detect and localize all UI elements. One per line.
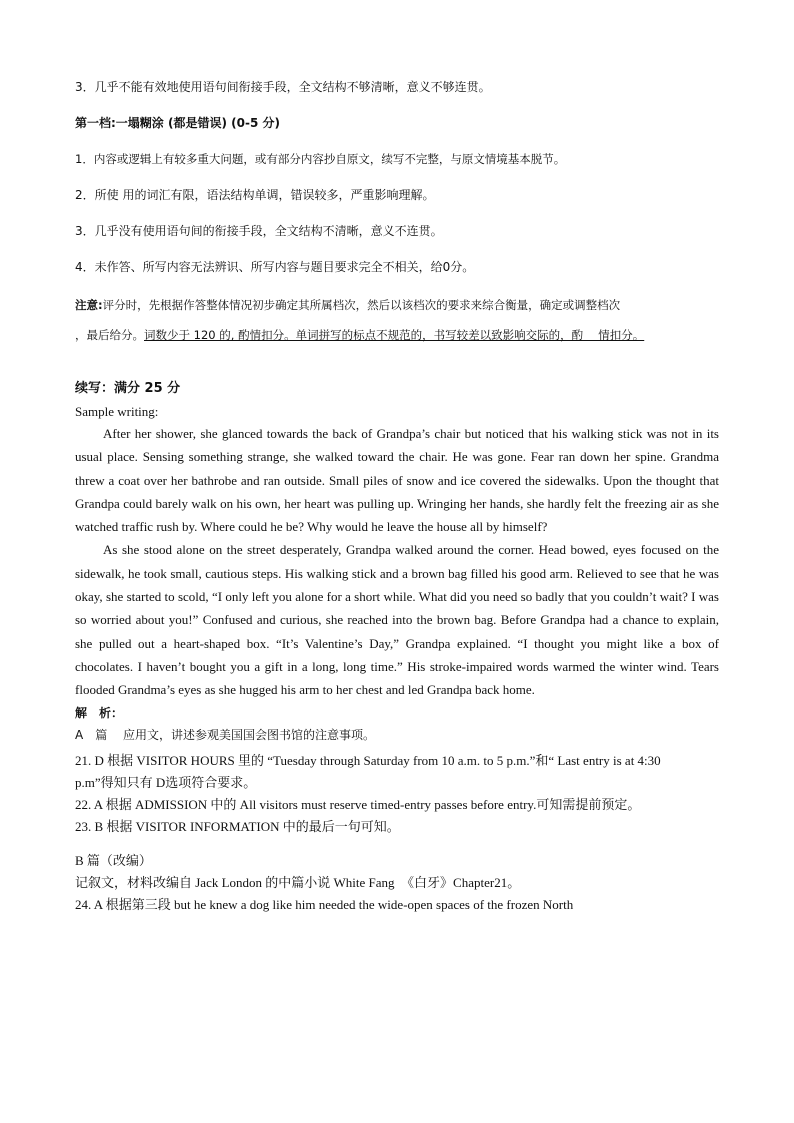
tier1-item-4: 4．未作答、所写内容无法辨识、所写内容与题目要求完全不相关，给0分。 [75,260,475,274]
analysis-heading: 解 析： [75,705,124,720]
section-a-title: A 篇 应用文，讲述参观美国国会图书馆的注意事项。 [75,727,376,742]
sample-writing-label: Sample writing: [75,404,159,419]
note-line-2-underlined: 词数少于 120 的, 酌情扣分。单词拼写的标点不规范的，书写较差以致影响交际的，酌 情扣分。 [144,328,645,342]
note-line-1: 评分时，先根据作答整体情况初步确定其所属档次，然后以该档次的要求来综合衡量，确定或调整档次 [102,298,621,312]
note-line-2-prefix: ，最后给分。 [75,328,144,342]
document-page [75,78,719,916]
note-label: 注意: [75,298,103,312]
answer-21-line-2: p.m”得知只有 D选项符合要求。 [75,774,257,790]
rubric-line-3-prev: 3．几乎不能有效地使用语句间衔接手段，全文结构不够清晰，意义不够连贯。 [75,80,491,94]
answer-22: 22. A 根据 ADMISSION 中的 All visitors must reserve timed-entry passes before entry.可知需提前预定。 [75,796,641,812]
answer-24: 24. A 根据第三段 but he knew a dog like him needed the wide-open spaces of the frozen North [75,896,574,912]
sample-paragraph-2: As she stood alone on the street desperately, Grandpa walked around the corner. Head bowed, eyes focused on the sidewalk, he took small, cautious steps. His walking stick and a brown bag filled his good arm. Relieved to see that he was okay, she started to scold, “I only left you alone for a short while. What did you need so badly that you couldn’t wait? I was so worried about you!” Confused and curious, she reached into the brown bag. Before Grandpa had a chance to explain, she pulled out a heart-shaped box. “It’s Valentine’s Day,” Grandpa explained. “I thought you might like a box of chocolates. I haven’t bought you a gift in a long, long time.” His stroke-impaired words warmed the winter wind. Tears flooded Grandma’s eyes as she hugged his arm to her chest and led Grandpa back home. [75,542,719,698]
sample-paragraph-1: After her shower, she glanced towards the back of Grandpa’s chair but noticed that his walking stick was not in its usual place. Sensing something strange, she walked toward the chair. He was gone. Fear ran down her spine. Grandma threw a coat over her bathrobe and ran outside. Small piles of snow and ice covered the sidewalks. Upon the thought that Grandpa could barely walk on his own, her heart was pulling up. Wringing her hands, she hardly felt the freezing air as she watched traffic rush by. Where could he be? Why would he leave the house all by himself? [75,426,719,535]
section-b-description: 记叙文，材料改编自 Jack London 的中篇小说 White Fang 《白牙》Chapter21。 [75,874,521,890]
tier1-item-2: 2．所使 用的词汇有限，语法结构单调，错误较多，严重影响理解。 [75,188,435,202]
tier1-item-3: 3．几乎没有使用语句间的衔接手段，全文结构不清晰，意义不连贯。 [75,224,443,238]
tier1-heading: 第一档:一塌糊涂 (都是错误) (0-5 分) [75,116,280,130]
tier1-item-1: 1．内容或逻辑上有较多重大问题，或有部分内容抄自原文，续写不完整，与原文情境基本脱节。 [75,152,566,166]
answer-21-line-1: 21. D 根据 VISITOR HOURS 里的 “Tuesday through Saturday from 10 a.m. to 5 p.m.”和“ Last entry is at 4:30 [75,752,661,768]
continuation-heading: 续写：满分 25 分 [75,381,181,396]
answer-23: 23. B 根据 VISITOR INFORMATION 中的最后一句可知。 [75,818,400,834]
grading-note [75,290,719,350]
section-b-title: B 篇（改编） [75,852,152,868]
